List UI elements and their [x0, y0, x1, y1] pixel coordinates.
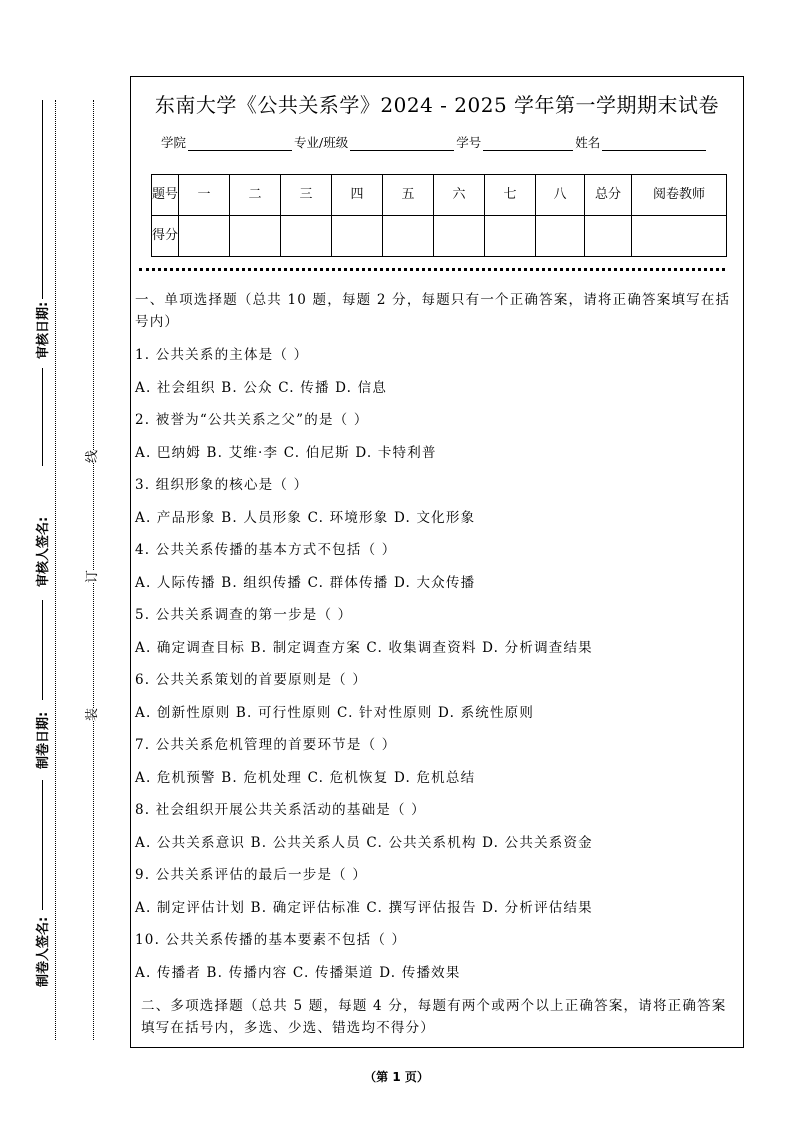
- college-field[interactable]: [188, 138, 292, 151]
- score-col-8: 八: [536, 175, 585, 216]
- question-8: 8. 社会组织开展公共关系活动的基础是（ ）: [135, 802, 426, 818]
- question-5: 5. 公共关系调查的第一步是（ ）: [135, 607, 353, 623]
- margin-bind-char: 订: [85, 569, 101, 584]
- score-col-6: 六: [434, 175, 485, 216]
- score-cell[interactable]: [332, 216, 383, 257]
- section2-heading: 二、多项选择题（总共 5 题，每题 4 分，每题有两个或两个以上正确答案，请将正确答案填写在括号内，多选、少选、错选均不得分）: [141, 998, 727, 1036]
- score-col-1: 一: [179, 175, 230, 216]
- question-number-header: 题号: [152, 175, 179, 216]
- reviewer-date-label: 审核日期:: [32, 299, 51, 362]
- score-table-header-row: [152, 175, 727, 216]
- major-field[interactable]: [350, 138, 454, 151]
- name-label: 姓名: [575, 135, 601, 150]
- binding-dotted-line-outer: [55, 100, 56, 1040]
- maker-date-label: 制卷日期:: [32, 709, 51, 772]
- reviewer-sign-line: [42, 368, 43, 466]
- question-7: 7. 公共关系危机管理的首要环节是（ ）: [135, 737, 397, 753]
- score-col-7: 七: [485, 175, 536, 216]
- student-info-row: [161, 133, 708, 151]
- score-table-score-row: [152, 216, 727, 257]
- score-cell-grader[interactable]: [632, 216, 727, 257]
- question-3: 3. 组织形象的核心是（ ）: [135, 477, 309, 493]
- page-number: （第 1 页）: [364, 1070, 429, 1084]
- score-cell[interactable]: [434, 216, 485, 257]
- score-col-3: 三: [281, 175, 332, 216]
- score-cell[interactable]: [281, 216, 332, 257]
- question-10-options: A. 传播者 B. 传播内容 C. 传播渠道 D. 传播效果: [135, 964, 461, 981]
- question-10: 10. 公共关系传播的基本要素不包括（ ）: [135, 932, 407, 948]
- question-6: 6. 公共关系策划的首要原则是（ ）: [135, 672, 368, 688]
- question-9-options: A. 制定评估计划 B. 确定评估标准 C. 撰写评估报告 D. 分析评估结果: [135, 899, 593, 916]
- student-id-label: 学号: [456, 135, 482, 150]
- maker-sign-line: [42, 780, 43, 910]
- score-cell[interactable]: [230, 216, 281, 257]
- question-2: 2. 被誉为“公共关系之父”的是（ ）: [135, 412, 369, 428]
- score-cell-total[interactable]: [585, 216, 632, 257]
- question-7-options: A. 危机预警 B. 危机处理 C. 危机恢复 D. 危机总结: [135, 769, 476, 786]
- exam-frame: [130, 76, 744, 1048]
- maker-date-line: [42, 600, 43, 700]
- question-8-options: A. 公共关系意识 B. 公共关系人员 C. 公共关系机构 D. 公共关系资金: [135, 834, 593, 851]
- question-5-options: A. 确定调查目标 B. 制定调查方案 C. 收集调查资料 D. 分析调查结果: [135, 639, 593, 656]
- question-2-options: A. 巴纳姆 B. 艾维·李 C. 伯尼斯 D. 卡特利普: [135, 444, 437, 461]
- question-9: 9. 公共关系评估的最后一步是（ ）: [135, 867, 368, 883]
- score-table: [151, 174, 727, 257]
- exam-content: [135, 289, 740, 1039]
- score-cell[interactable]: [383, 216, 434, 257]
- question-1: 1. 公共关系的主体是（ ）: [135, 347, 309, 363]
- score-cell[interactable]: [179, 216, 230, 257]
- question-4-options: A. 人际传播 B. 组织传播 C. 群体传播 D. 大众传播: [135, 574, 476, 591]
- question-1-options: A. 社会组织 B. 公众 C. 传播 D. 信息: [135, 379, 388, 396]
- exam-title: 东南大学《公共关系学》2024 - 2025 学年第一学期期末试卷: [154, 93, 720, 117]
- name-field[interactable]: [602, 138, 706, 151]
- margin-line-char: 线: [85, 449, 101, 464]
- score-col-5: 五: [383, 175, 434, 216]
- question-6-options: A. 创新性原则 B. 可行性原则 C. 针对性原则 D. 系统性原则: [135, 704, 535, 721]
- reviewer-sign-label: 审核人签名:: [32, 514, 51, 590]
- score-col-grader: 阅卷教师: [632, 175, 727, 216]
- margin-fold-char: 装: [85, 707, 101, 722]
- score-row-label: 得分: [152, 216, 179, 257]
- maker-sign-label: 制卷人签名:: [32, 914, 51, 990]
- score-cell[interactable]: [536, 216, 585, 257]
- section1-heading: 一、单项选择题（总共 10 题，每题 2 分，每题只有一个正确答案，请将正确答案填写在括号内）: [135, 292, 731, 330]
- score-col-2: 二: [230, 175, 281, 216]
- dotted-separator: [139, 268, 725, 271]
- student-id-field[interactable]: [483, 138, 573, 151]
- score-cell[interactable]: [485, 216, 536, 257]
- question-4: 4. 公共关系传播的基本方式不包括（ ）: [135, 542, 397, 558]
- question-3-options: A. 产品形象 B. 人员形象 C. 环境形象 D. 文化形象: [135, 509, 476, 526]
- major-label: 专业/班级: [294, 135, 349, 150]
- score-col-total: 总分: [585, 175, 632, 216]
- score-col-4: 四: [332, 175, 383, 216]
- college-label: 学院: [161, 135, 187, 150]
